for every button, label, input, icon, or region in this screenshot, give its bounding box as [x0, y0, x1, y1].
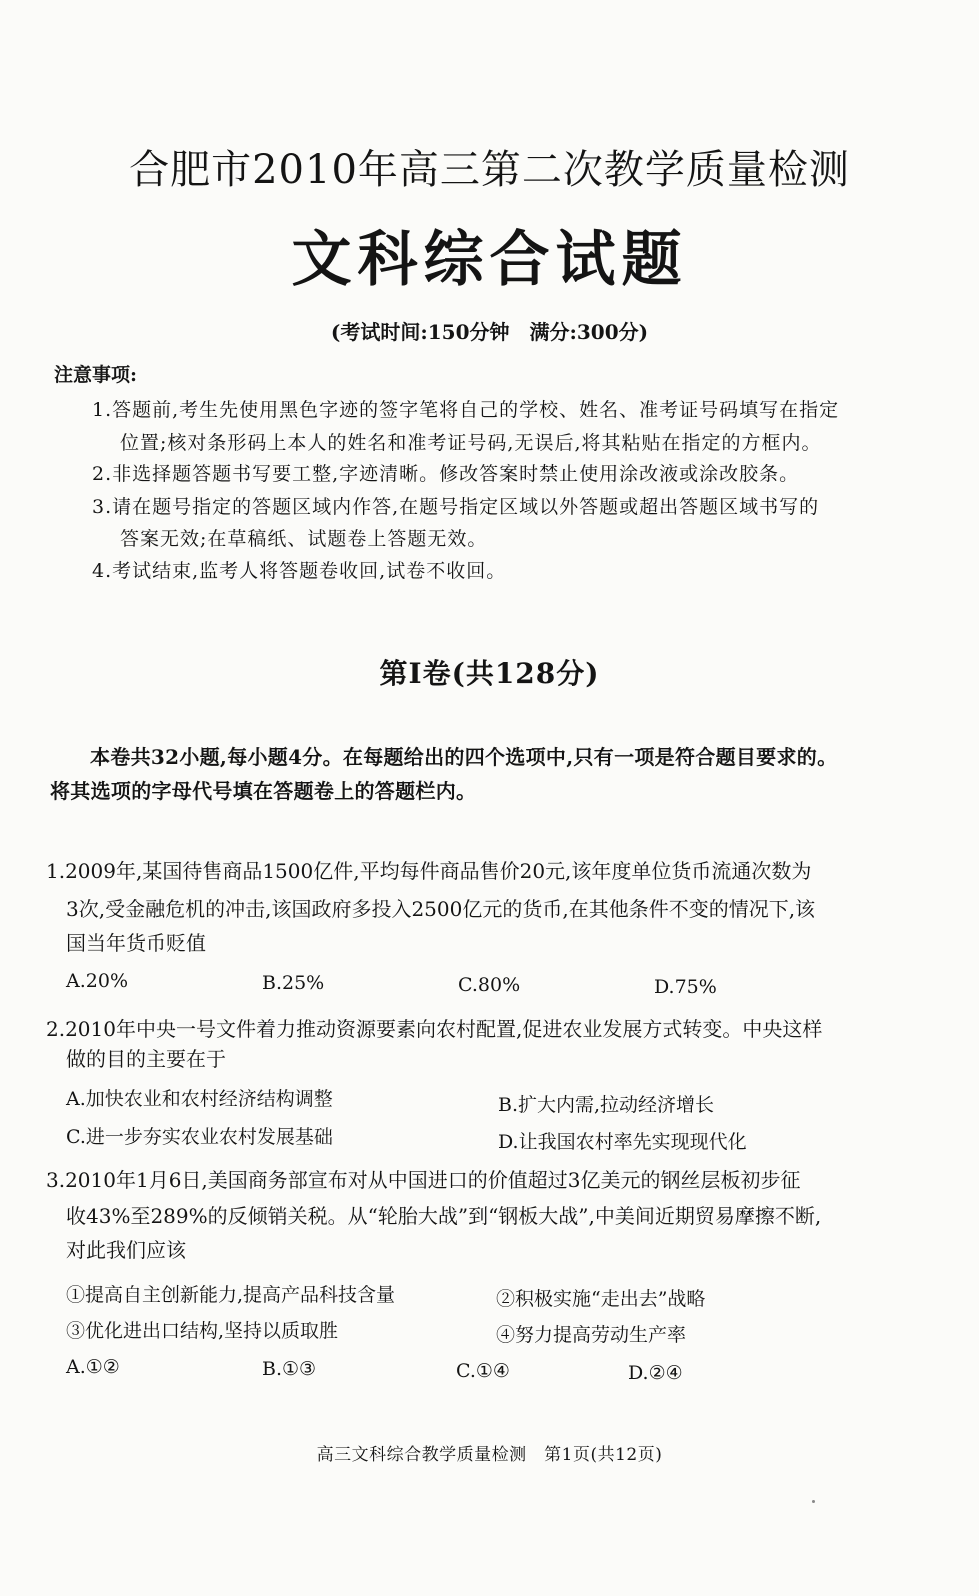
question-1-option-d: D.75%	[654, 976, 717, 998]
notice-heading: 注意事项:	[54, 364, 138, 386]
notice-line: 1.答题前,考生先使用黑色字迹的签字笔将自己的学校、姓名、准考证号码填写在指定	[92, 399, 840, 421]
exam-subtitle: 文科综合试题	[291, 225, 688, 295]
notice-line: 2.非选择题答题书写要工整,字迹清晰。修改答案时禁止使用涂改液或涂改胶条。	[92, 463, 800, 485]
question-1-line: 国当年货币贬值	[66, 931, 206, 955]
page-footer: 高三文科综合教学质量检测 第1页(共12页)	[316, 1445, 663, 1465]
question-3-statement-2: ②积极实施“走出去”战略	[496, 1288, 706, 1310]
notice-line: 答案无效;在草稿纸、试题卷上答题无效。	[120, 528, 488, 550]
notice-line: 3.请在题号指定的答题区域内作答,在题号指定区域以外答题或超出答题区域书写的	[92, 496, 820, 518]
question-1-line: 1.2009年,某国待售商品1500亿件,平均每件商品售价20元,该年度单位货币流通次数为	[46, 859, 812, 883]
question-2-option-c: C.进一步夯实农业农村发展基础	[66, 1126, 333, 1148]
question-2-option-a: A.加快农业和农村经济结构调整	[66, 1088, 333, 1110]
question-2-line: 做的目的主要在于	[66, 1047, 226, 1071]
question-2-option-d: D.让我国农村率先实现现代化	[498, 1131, 747, 1153]
question-3-line: 收43%至289%的反倾销关税。从“轮胎大战”到“钢板大战”,中美间近期贸易摩擦不断,	[66, 1204, 822, 1228]
section-instruction: 本卷共32小题,每小题4分。在每题给出的四个选项中,只有一项是符合题目要求的。	[90, 745, 838, 769]
section-title: 第Ⅰ卷(共128分)	[379, 657, 600, 690]
question-1-option-a: A.20%	[66, 970, 128, 992]
scan-speck	[812, 1500, 815, 1503]
question-1-line: 3次,受金融危机的冲击,该国政府多投入2500亿元的货币,在其他条件不变的情况下,该	[66, 897, 816, 921]
section-instruction: 将其选项的字母代号填在答题卷上的答题栏内。	[50, 779, 477, 803]
question-2-line: 2.2010年中央一号文件着力推动资源要素向农村配置,促进农业发展方式转变。中央这样	[46, 1017, 823, 1041]
question-3-statement-4: ④努力提高劳动生产率	[496, 1324, 687, 1346]
question-3-option-b: B.①③	[262, 1358, 317, 1380]
question-1-option-b: B.25%	[262, 972, 325, 994]
question-3-option-a: A.①②	[66, 1356, 120, 1378]
notice-line: 4.考试结束,监考人将答题卷收回,试卷不收回。	[92, 560, 507, 582]
exam-title: 合肥市2010年高三第二次教学质量检测	[129, 147, 850, 193]
question-3-line: 对此我们应该	[66, 1238, 186, 1262]
question-3-option-c: C.①④	[456, 1360, 510, 1382]
exam-time: (考试时间:150分钟	[330, 320, 510, 344]
notice-line: 位置;核对条形码上本人的姓名和准考证号码,无误后,将其粘贴在指定的方框内。	[120, 432, 822, 454]
question-1-option-c: C.80%	[458, 974, 521, 996]
question-3-statement-3: ③优化进出口结构,坚持以质取胜	[66, 1320, 339, 1342]
exam-meta	[0, 316, 979, 345]
question-3-line: 3.2010年1月6日,美国商务部宣布对从中国进口的价值超过3亿美元的钢丝层板初步征	[46, 1168, 801, 1192]
question-2-option-b: B.扩大内需,拉动经济增长	[498, 1094, 715, 1116]
full-score: 满分:300分)	[529, 320, 649, 344]
question-3-statement-1: ①提高自主创新能力,提高产品科技含量	[66, 1284, 396, 1306]
question-3-option-d: D.②④	[628, 1362, 683, 1384]
